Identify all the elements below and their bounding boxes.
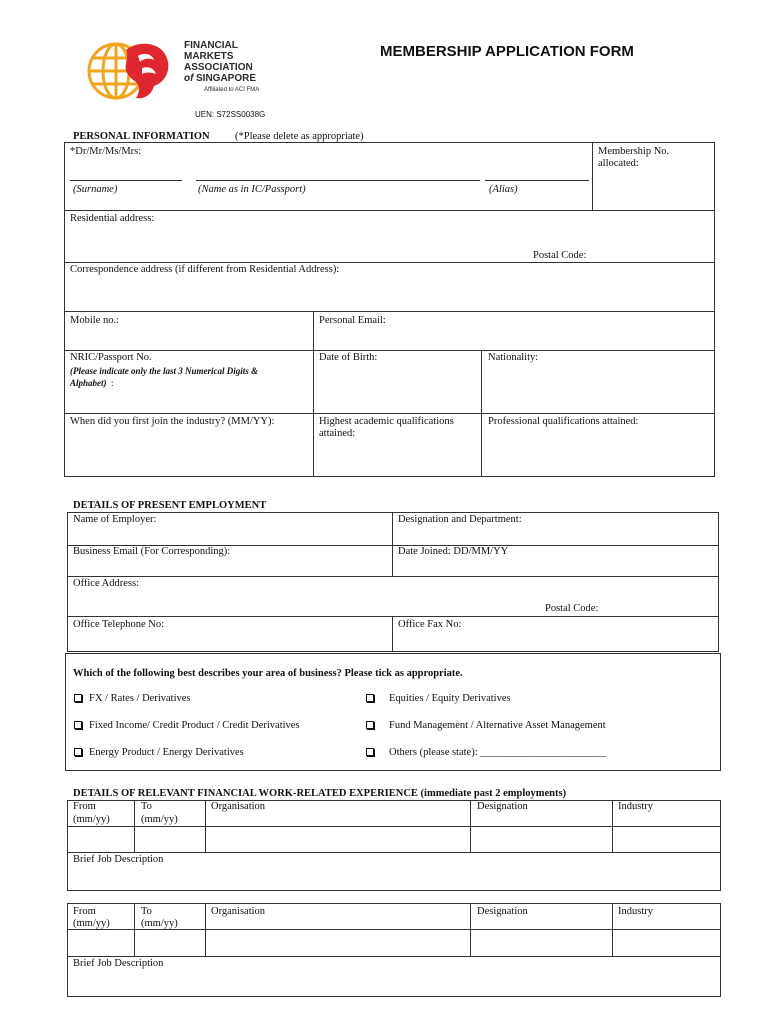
exp2-designation-field[interactable] xyxy=(472,931,610,954)
option-fx[interactable] xyxy=(73,692,343,706)
exp2-industry-label: Industry xyxy=(618,906,653,917)
exp2-from-field[interactable] xyxy=(69,931,132,954)
surname-line xyxy=(70,180,182,181)
logo-line-2: MARKETS xyxy=(184,51,234,62)
office-address-label: Office Address: xyxy=(73,578,139,589)
logo-line-3: ASSOCIATION xyxy=(184,62,253,73)
date-joined-label: Date Joined: DD/MM/YY xyxy=(398,546,509,557)
exp1-to-field[interactable] xyxy=(136,828,203,850)
nric-note-2: Alphabet) xyxy=(70,378,107,388)
name-line xyxy=(196,180,480,181)
exp1-from-label-2: (mm/yy) xyxy=(73,814,110,825)
exp1-to-label-2: (mm/yy) xyxy=(141,814,178,825)
exp1-brief-field[interactable] xyxy=(69,854,719,889)
academic-label-2: attained: xyxy=(319,428,356,439)
option-others[interactable] xyxy=(365,746,665,760)
office-postal-code-label: Postal Code: xyxy=(545,603,599,614)
residential-address-field[interactable] xyxy=(66,212,713,260)
exp1-to-label-1: To xyxy=(141,801,152,812)
exp2-from-label-1: From xyxy=(73,906,96,917)
alias-label: (Alias) xyxy=(489,184,518,195)
alias-line xyxy=(485,180,589,181)
exp2-brief-field[interactable] xyxy=(69,958,719,995)
postal-code-label: Postal Code: xyxy=(533,250,587,261)
fma-logo xyxy=(80,38,280,104)
exp1-industry-label: Industry xyxy=(618,801,653,812)
surname-label: (Surname) xyxy=(73,184,118,195)
personal-email-label: Personal Email: xyxy=(319,315,386,326)
salutation-label: *Dr/Mr/Ms/Mrs: xyxy=(70,146,142,157)
exp1-from-field[interactable] xyxy=(69,828,132,850)
option-others-label: Others (please state): ________________________ xyxy=(389,747,607,758)
exp2-to-field[interactable] xyxy=(136,931,203,954)
personal-heading: PERSONAL INFORMATION xyxy=(73,131,210,142)
employment-heading: DETAILS OF PRESENT EMPLOYMENT xyxy=(73,500,267,511)
checkbox-equities[interactable] xyxy=(366,694,374,702)
uen-number: UEN: S72SS0038G xyxy=(195,110,266,119)
name-input-area[interactable] xyxy=(66,144,590,208)
professional-label: Professional qualifications attained: xyxy=(488,416,639,427)
logo-line-1: FINANCIAL xyxy=(184,40,238,51)
globe-lion-icon xyxy=(80,38,180,104)
exp2-to-label-2: (mm/yy) xyxy=(141,918,178,929)
correspondence-address-label: Correspondence address (if different from Residential Address): xyxy=(70,264,340,275)
designation-label: Designation and Department: xyxy=(398,514,522,525)
option-equities-label: Equities / Equity Derivatives xyxy=(389,693,511,704)
mobile-label: Mobile no.: xyxy=(70,315,119,326)
office-address-field[interactable] xyxy=(69,578,717,614)
checkbox-others[interactable] xyxy=(366,748,374,756)
exp1-from-label-1: From xyxy=(73,801,96,812)
residential-address-label: Residential address: xyxy=(70,213,155,224)
name-label: (Name as in IC/Passport) xyxy=(198,184,306,195)
checkbox-fixed-income[interactable] xyxy=(74,721,82,729)
exp2-to-label-1: To xyxy=(141,906,152,917)
dob-label: Date of Birth: xyxy=(319,352,378,363)
checkbox-fund-management[interactable] xyxy=(366,721,374,729)
exp1-organisation-field[interactable] xyxy=(207,828,468,850)
logo-line-4-of: of xyxy=(184,73,194,84)
exp2-industry-field[interactable] xyxy=(614,931,719,954)
exp2-from-label-2: (mm/yy) xyxy=(73,918,110,929)
exp2-designation-label: Designation xyxy=(477,906,528,917)
nationality-label: Nationality: xyxy=(488,352,539,363)
personal-heading-note: (*Please delete as appropriate) xyxy=(235,131,364,142)
option-fund-management[interactable] xyxy=(365,719,665,733)
membership-no-label-2: allocated: xyxy=(598,158,639,169)
option-fund-management-label: Fund Management / Alternative Asset Management xyxy=(389,720,606,731)
join-industry-label: When did you first join the industry? (MM/YY): xyxy=(70,416,275,427)
option-fixed-income-label: Fixed Income/ Credit Product / Credit Derivatives xyxy=(89,720,300,731)
employer-label: Name of Employer: xyxy=(73,514,157,525)
exp1-organisation-label: Organisation xyxy=(211,801,266,812)
option-fixed-income[interactable] xyxy=(73,719,353,733)
option-energy[interactable] xyxy=(73,746,343,760)
option-fx-label: FX / Rates / Derivatives xyxy=(89,693,191,704)
nric-label: NRIC/Passport No. xyxy=(70,352,152,363)
exp1-designation-label: Designation xyxy=(477,801,528,812)
exp2-organisation-label: Organisation xyxy=(211,906,266,917)
checkbox-fx[interactable] xyxy=(74,694,82,702)
checkbox-energy[interactable] xyxy=(74,748,82,756)
office-telephone-label: Office Telephone No: xyxy=(73,619,165,630)
option-energy-label: Energy Product / Energy Derivatives xyxy=(89,747,244,758)
logo-tagline: Affiliated to ACI FMA xyxy=(204,87,260,93)
experience-heading: DETAILS OF RELEVANT FINANCIAL WORK-RELATED EXPERIENCE (immediate past 2 employments) xyxy=(73,788,567,799)
business-area-question: Which of the following best describes your area of business? Please tick as appropriate. xyxy=(73,668,463,679)
exp1-industry-field[interactable] xyxy=(614,828,719,850)
exp2-organisation-field[interactable] xyxy=(207,931,468,954)
option-equities[interactable] xyxy=(365,692,665,706)
membership-no-label-1: Membership No. xyxy=(598,146,670,157)
exp2-brief-label: Brief Job Description xyxy=(73,958,164,969)
exp1-brief-label: Brief Job Description xyxy=(73,854,164,865)
exp1-designation-field[interactable] xyxy=(472,828,610,850)
nric-note-1: (Please indicate only the last 3 Numerical Digits & xyxy=(70,366,258,376)
business-email-label: Business Email (For Corresponding): xyxy=(73,546,231,557)
academic-label-1: Highest academic qualifications xyxy=(319,416,454,427)
nric-note-colon: : xyxy=(111,378,114,388)
logo-line-4: SINGAPORE xyxy=(196,73,257,84)
form-title: MEMBERSHIP APPLICATION FORM xyxy=(380,43,634,60)
office-fax-label: Office Fax No: xyxy=(398,619,462,630)
